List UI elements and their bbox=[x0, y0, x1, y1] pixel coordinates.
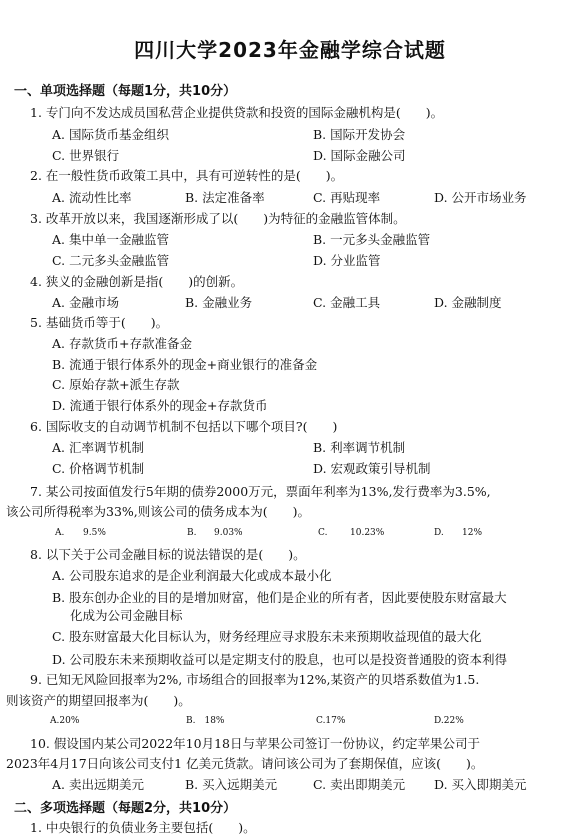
q6-option-a: A. 汇率调节机制 bbox=[52, 440, 144, 455]
question-9-line-2: 则该资产的期望回报率为( )。 bbox=[6, 693, 191, 708]
q6-option-b: B. 利率调节机制 bbox=[313, 440, 406, 455]
q8-option-c: C. 股东财富最大化目标认为，财务经理应寻求股东未来预期收益现值的最大化 bbox=[52, 629, 482, 644]
q1-option-d: D. 国际金融公司 bbox=[313, 148, 406, 163]
q7-option-c-value: 10.23% bbox=[350, 528, 385, 538]
question-5: 5. 基础货币等于( )。 bbox=[30, 315, 169, 330]
section-heading-single-choice: 一、单项选择题（每题1分，共10分） bbox=[14, 84, 237, 99]
q7-option-b-value: 9.03% bbox=[214, 528, 243, 538]
q2-option-c: C. 再贴现率 bbox=[313, 190, 381, 205]
q10-option-b: B. 买入远期美元 bbox=[185, 777, 278, 792]
q8-option-a: A. 公司股东追求的是企业利润最大化或成本最小化 bbox=[52, 568, 332, 583]
q4-option-a: A. 金融市场 bbox=[52, 295, 119, 310]
page-title: 四川大学2023年金融学综合试题 bbox=[134, 38, 446, 62]
q5-option-b: B. 流通于银行体系外的现金+商业银行的准备金 bbox=[52, 357, 318, 372]
q5-option-a: A. 存款货币+存款准备金 bbox=[52, 336, 192, 351]
question-10-line-2: 2023年4月17日向该公司支付1 亿美元货款。请问该公司为了套期保值，应该( )。 bbox=[6, 756, 484, 771]
question-8: 8. 以下关于公司金融目标的说法错误的是( )。 bbox=[30, 547, 306, 562]
q8-option-d: D. 公司股东未来预期收益可以是定期支付的股息，也可以是投资普通股的资本利得 bbox=[52, 652, 508, 667]
q7-option-a-value: 9.5% bbox=[83, 528, 106, 538]
q9-option-c: C.17% bbox=[316, 716, 346, 726]
q6-option-c: C. 价格调节机制 bbox=[52, 461, 145, 476]
q3-option-b: B. 一元多头金融监管 bbox=[313, 232, 431, 247]
question-2: 2. 在一般性货币政策工具中，具有可逆转性的是( )。 bbox=[30, 168, 344, 183]
q3-option-d: D. 分业监管 bbox=[313, 253, 381, 268]
question-7-line-2: 该公司所得税率为33%,则该公司的债务成本为( )。 bbox=[6, 504, 311, 519]
question-4: 4. 狭义的金融创新是指( )的创新。 bbox=[30, 274, 244, 289]
q5-option-d: D. 流通于银行体系外的现金+存款货币 bbox=[52, 398, 268, 413]
q9-option-d: D.22% bbox=[434, 716, 464, 726]
q7-option-b-letter: B. bbox=[187, 528, 197, 538]
q7-option-d-value: 12% bbox=[462, 528, 483, 538]
q6-option-d: D. 宏观政策引导机制 bbox=[313, 461, 431, 476]
q9-option-a: A.20% bbox=[50, 716, 80, 726]
question-multi-1: 1. 中央银行的负债业务主要包括( )。 bbox=[30, 820, 256, 835]
q10-option-a: A. 卖出远期美元 bbox=[52, 777, 144, 792]
q7-option-a-letter: A. bbox=[55, 528, 65, 538]
question-9-line-1: 9. 已知无风险回报率为2%, 市场组合的回报率为12%,某资产的贝塔系数值为1.5. bbox=[30, 672, 480, 687]
question-10-line-1: 10. 假设国内某公司2022年10月18日与苹果公司签订一份协议，约定苹果公司于 bbox=[30, 736, 480, 751]
q4-option-b: B. 金融业务 bbox=[185, 295, 253, 310]
q1-option-c: C. 世界银行 bbox=[52, 148, 120, 163]
question-1: 1. 专门向不发达成员国私营企业提供贷款和投资的国际金融机构是( )。 bbox=[30, 105, 444, 120]
q1-option-b: B. 国际开发协会 bbox=[313, 127, 406, 142]
question-7-line-1: 7. 某公司按面值发行5年期的债券2000万元，票面年利率为13%,发行费率为3.5%, bbox=[30, 484, 491, 499]
q8-option-b-line-2: 化成为公司金融目标 bbox=[70, 608, 183, 623]
q10-option-d: D. 买入即期美元 bbox=[434, 777, 527, 792]
q9-option-b: B. 18% bbox=[186, 716, 225, 726]
q2-option-a: A. 流动性比率 bbox=[52, 190, 132, 205]
q3-option-c: C. 二元多头金融监管 bbox=[52, 253, 170, 268]
q3-option-a: A. 集中单一金融监管 bbox=[52, 232, 169, 247]
question-3: 3. 改革开放以来，我国逐渐形成了以( )为特征的金融监管体制。 bbox=[30, 211, 406, 226]
question-6: 6. 国际收支的自动调节机制不包括以下哪个项目?( ) bbox=[30, 419, 338, 434]
q10-option-c: C. 卖出即期美元 bbox=[313, 777, 406, 792]
q8-option-b-line-1: B. 股东创办企业的目的是增加财富，他们是企业的所有者，因此要使股东财富最大 bbox=[52, 590, 507, 605]
q4-option-d: D. 金融制度 bbox=[434, 295, 502, 310]
q7-option-c-letter: C. bbox=[318, 528, 328, 538]
q2-option-d: D. 公开市场业务 bbox=[434, 190, 527, 205]
q4-option-c: C. 金融工具 bbox=[313, 295, 381, 310]
q2-option-b: B. 法定准备率 bbox=[185, 190, 265, 205]
section-heading-multiple-choice: 二、多项选择题（每题2分，共10分） bbox=[14, 801, 237, 816]
q1-option-a: A. 国际货币基金组织 bbox=[52, 127, 169, 142]
q7-option-d-letter: D. bbox=[434, 528, 444, 538]
q5-option-c: C. 原始存款+派生存款 bbox=[52, 377, 180, 392]
